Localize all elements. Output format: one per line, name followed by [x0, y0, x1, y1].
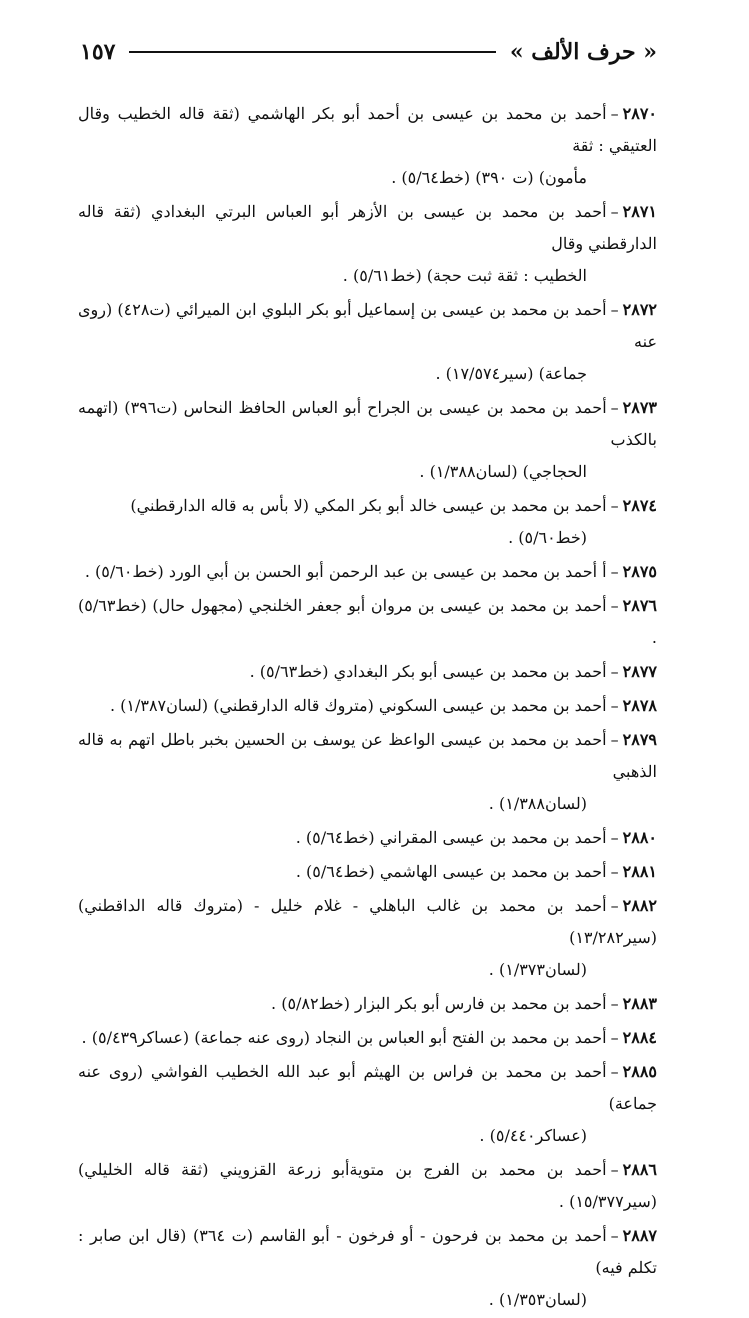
entry-number: ٢٨٧٤ [622, 496, 657, 515]
entry-item [78, 656, 657, 688]
entry-number: ٢٨٨٠ [622, 828, 657, 847]
entry-continuation: مأمون) (ت ٣٩٠) (خط٥/٦٤) . [391, 168, 587, 187]
entry-continuation: (لسان١/٣٨٨) . [488, 794, 587, 813]
entry-number: ٢٨٨٤ [622, 1028, 657, 1047]
entry-dash: – [610, 994, 619, 1013]
entry-number: ٢٨٧٦ [622, 596, 657, 615]
entry-number: ٢٨٧٩ [622, 730, 657, 749]
entry-item [78, 590, 657, 654]
page-number: ١٥٧ [80, 39, 116, 65]
entry-dash: – [610, 730, 619, 749]
entry-text: أحمد بن محمد بن فارس أبو بكر البزار (خط٥/٨٢) . [271, 994, 607, 1013]
entry-text: أحمد بن محمد بن عيسى الهاشمي (خط٥/٦٤) . [295, 862, 607, 881]
entry-text: أحمد بن محمد بن عيسى السكوني (متروك قاله الدارقطني) (لسان١/٣٨٧) . [109, 696, 607, 715]
entry-text: أحمد بن محمد بن فراس بن الهيثم أبو عبد الله الخطيب الفواشي (روى عنه جماعة) [78, 1062, 657, 1113]
entry-number: ٢٨٧٧ [622, 662, 657, 681]
header-rule [129, 51, 495, 53]
entry-dash: – [610, 1062, 619, 1081]
entry-number: ٢٨٨١ [622, 862, 657, 881]
entry-text: أحمد بن محمد بن عيسى أبو بكر البغدادي (خط٥/٦٣) . [249, 662, 607, 681]
entry-text: أحمد بن محمد بن عيسى بن مروان أبو جعفر الخلنجي (مجهول حال) (خط٥/٦٣) . [78, 596, 657, 647]
entry-continuation: (لسان١/٣٧٣) . [488, 960, 587, 979]
entry-text: أحمد بن محمد بن عيسى بن إسماعيل أبو بكر البلوي ابن الميرائي (ت٤٢٨) (روى عنه [78, 300, 657, 351]
entry-text: أحمد بن محمد بن عيسى بن أحمد أبو بكر الهاشمي (ثقة قاله الخطيب وقال العتيقي : ثقة [78, 104, 657, 155]
entry-item [78, 822, 657, 854]
entry-dash: – [610, 696, 619, 715]
entry-text: أحمد بن محمد بن عيسى الواعظ عن يوسف بن الحسين بخبر باطل اتهم به قاله الذهبي [78, 730, 657, 781]
entry-item [78, 1220, 657, 1316]
entry-continuation: الحجاجي) (لسان١/٣٨٨) . [419, 462, 587, 481]
entry-dash: – [610, 862, 619, 881]
entry-text: أحمد بن محمد بن الفتح أبو العباس بن النجاد (روى عنه جماعة) (عساكر٥/٤٣٩) . [81, 1028, 607, 1047]
entry-continuation: (خط٥/٦٠) . [508, 528, 587, 547]
entry-continuation: (عساكر٥/٤٤٠) . [479, 1126, 587, 1145]
entry-item [78, 890, 657, 986]
entry-item [78, 294, 657, 390]
entry-item [78, 1022, 657, 1054]
entry-dash: – [610, 1028, 619, 1047]
entry-item [78, 988, 657, 1020]
entry-dash: – [610, 1226, 619, 1245]
entry-text: أحمد بن محمد بن غالب الباهلي - غلام خليل - (متروك قاله الداقطني) (سير١٣/٢٨٢) [78, 896, 657, 947]
entry-item [78, 1056, 657, 1152]
chapter-title: « حرف الألف » [509, 39, 657, 65]
entry-list [78, 98, 657, 1318]
entry-item [78, 690, 657, 722]
entry-text: أحمد بن محمد بن عيسى بن الأزهر أبو العباس البرتي البغدادي (ثقة قاله الدارقطني وقال [78, 202, 657, 253]
entry-dash: – [610, 828, 619, 847]
entry-dash: – [610, 896, 619, 915]
entry-text: أحمد بن محمد بن عيسى بن الجراح أبو العباس الحافظ النحاس (ت٣٩٦) (اتهمه بالكذب [78, 398, 657, 449]
entry-item [78, 196, 657, 292]
entry-number: ٢٨٧١ [622, 202, 657, 221]
entry-number: ٢٨٨٧ [622, 1226, 658, 1245]
entry-text: أحمد بن محمد بن عيسى خالد أبو بكر المكي (لا بأس به قاله الدارقطني) [130, 496, 607, 515]
entry-item [78, 490, 657, 554]
entry-text: أحمد بن محمد بن فرحون - أو فرخون - أبو القاسم (ت ٣٦٤) (قال ابن صابر : تكلم فيه) [78, 1226, 657, 1277]
entry-dash: – [610, 300, 619, 319]
entry-number: ٢٨٧٠ [622, 104, 657, 123]
entry-item [78, 1154, 657, 1218]
entry-text: أحمد بن محمد بن الفرج بن متويةأبو زرعة القزويني (ثقة قاله الخليلي) (سير١٥/٣٧٧) . [78, 1160, 657, 1211]
entry-number: ٢٨٧٢ [622, 300, 657, 319]
entry-dash: – [610, 496, 619, 515]
entry-item [78, 392, 657, 488]
entry-dash: – [610, 1160, 619, 1179]
entry-dash: – [610, 562, 619, 581]
entry-number: ٢٨٨٣ [622, 994, 657, 1013]
entry-dash: – [610, 202, 619, 221]
entry-number: ٢٨٨٥ [622, 1062, 657, 1081]
entry-number: ٢٨٧٥ [622, 562, 657, 581]
entry-dash: – [610, 398, 619, 417]
entry-item [78, 724, 657, 820]
entry-number: ٢٨٨٢ [622, 896, 657, 915]
entry-item [78, 856, 657, 888]
entry-number: ٢٨٧٣ [622, 398, 658, 417]
entry-dash: – [610, 104, 619, 123]
page-header [80, 36, 657, 68]
entry-dash: – [610, 596, 619, 615]
entry-text: أحمد بن محمد بن عيسى المقراني (خط٥/٦٤) . [295, 828, 607, 847]
entry-continuation: (لسان١/٣٥٣) . [488, 1290, 587, 1309]
entry-item [78, 556, 657, 588]
entry-text: أ أحمد بن محمد بن عيسى بن عبد الرحمن أبو الحسن بن أبي الورد (خط٥/٦٠) . [84, 562, 607, 581]
entry-continuation: الخطيب : ثقة ثبت حجة) (خط٥/٦١) . [342, 266, 587, 285]
entry-continuation: جماعة) (سير١٧/٥٧٤) . [435, 364, 587, 383]
entry-dash: – [610, 662, 619, 681]
entry-number: ٢٨٧٨ [622, 696, 657, 715]
entry-number: ٢٨٨٦ [622, 1160, 657, 1179]
entry-item [78, 98, 657, 194]
